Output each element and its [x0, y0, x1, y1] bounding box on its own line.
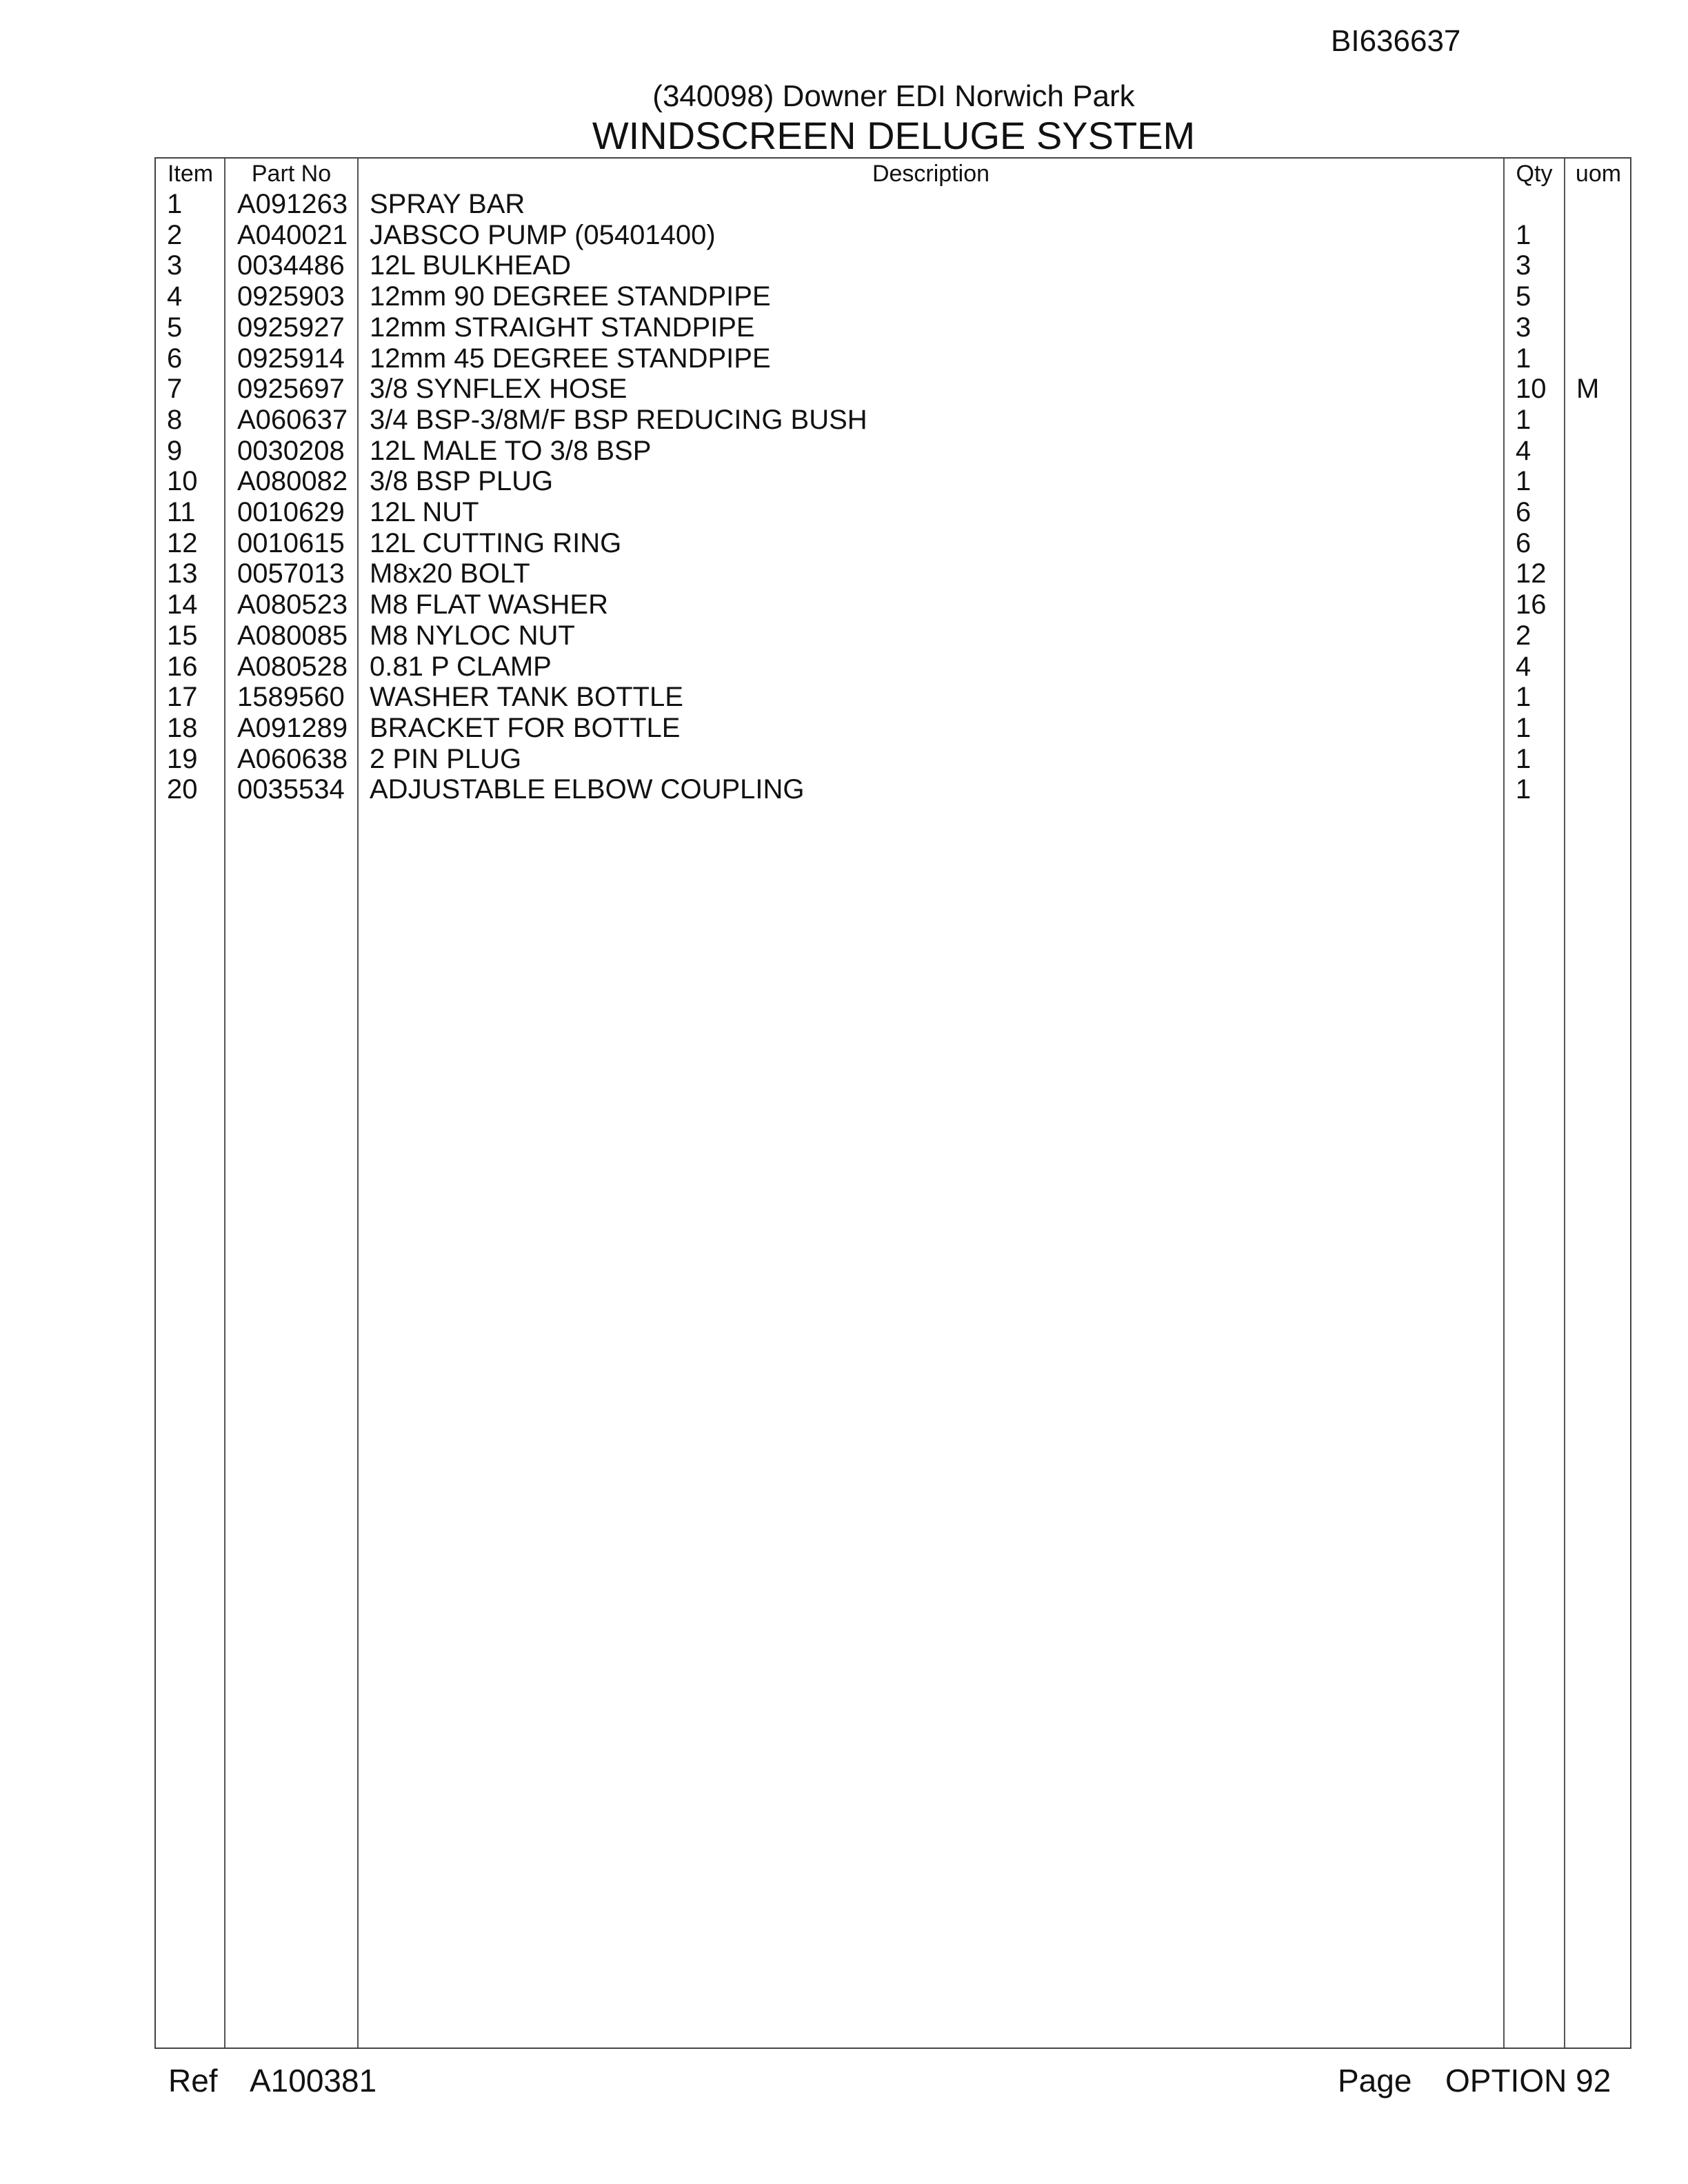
cell-part-no: 0030208: [237, 435, 345, 466]
cell-description: 12L NUT: [370, 497, 479, 527]
ref-label: Ref: [168, 2063, 218, 2099]
cell-part-no: 0035534: [237, 774, 345, 805]
cell-part-no: 0010615: [237, 527, 345, 558]
cell-description: 12L MALE TO 3/8 BSP: [370, 435, 652, 466]
cell-item: 1: [167, 189, 183, 219]
cell-part-no: A091289: [237, 712, 348, 743]
cell-description: M8x20 BOLT: [370, 558, 530, 589]
column-divider-item: [224, 159, 225, 2048]
cell-description: 3/8 BSP PLUG: [370, 466, 554, 497]
cell-item: 11: [167, 497, 196, 527]
cell-qty: 1: [1516, 219, 1531, 250]
cell-description: 2 PIN PLUG: [370, 743, 522, 774]
cell-qty: 12: [1516, 558, 1547, 589]
page-value: OPTION 92: [1445, 2063, 1611, 2099]
cell-qty: 1: [1516, 743, 1531, 774]
cell-description: BRACKET FOR BOTTLE: [370, 712, 681, 743]
cell-qty: 6: [1516, 527, 1531, 558]
cell-part-no: 1589560: [237, 682, 345, 713]
cell-qty: 1: [1516, 343, 1531, 374]
page-title: WINDSCREEN DELUGE SYSTEM: [592, 114, 1196, 157]
cell-description: 12mm STRAIGHT STANDPIPE: [370, 312, 755, 343]
cell-part-no: A080523: [237, 589, 348, 620]
cell-item: 20: [167, 774, 198, 805]
document-subtitle: (340098) Downer EDI Norwich Park: [652, 79, 1135, 113]
cell-qty: 3: [1516, 312, 1531, 343]
cell-item: 18: [167, 712, 198, 743]
cell-part-no: 0925914: [237, 343, 345, 374]
cell-qty: 1: [1516, 466, 1531, 497]
cell-uom: M: [1576, 374, 1600, 405]
cell-qty: 1: [1516, 774, 1531, 805]
cell-description: 12L BULKHEAD: [370, 250, 571, 281]
cell-item: 19: [167, 743, 198, 774]
cell-part-no: 0034486: [237, 250, 345, 281]
cell-description: 12mm 45 DEGREE STANDPIPE: [370, 343, 771, 374]
cell-qty: 6: [1516, 497, 1531, 527]
cell-item: 6: [167, 343, 183, 374]
cell-description: WASHER TANK BOTTLE: [370, 682, 683, 713]
header-part-no: Part No: [251, 161, 332, 187]
parts-table: [154, 157, 1631, 2049]
cell-description: 3/4 BSP-3/8M/F BSP REDUCING BUSH: [370, 404, 867, 435]
cell-description: SPRAY BAR: [370, 189, 525, 219]
column-divider-qty: [1564, 159, 1565, 2048]
cell-description: 12L CUTTING RING: [370, 527, 622, 558]
cell-qty: 3: [1516, 250, 1531, 281]
cell-part-no: 0925927: [237, 312, 345, 343]
header-description: Description: [872, 161, 990, 187]
cell-description: 3/8 SYNFLEX HOSE: [370, 374, 627, 405]
cell-item: 3: [167, 250, 183, 281]
cell-qty: 4: [1516, 435, 1531, 466]
cell-item: 16: [167, 651, 198, 682]
cell-item: 12: [167, 527, 198, 558]
cell-part-no: 0925903: [237, 281, 345, 312]
cell-item: 14: [167, 589, 198, 620]
cell-qty: 16: [1516, 589, 1547, 620]
cell-item: 2: [167, 219, 183, 250]
page-label: Page: [1338, 2063, 1412, 2099]
cell-description: 12mm 90 DEGREE STANDPIPE: [370, 281, 771, 312]
header-uom: uom: [1575, 161, 1622, 187]
cell-description: JABSCO PUMP (05401400): [370, 219, 716, 250]
cell-description: ADJUSTABLE ELBOW COUPLING: [370, 774, 805, 805]
cell-part-no: 0010629: [237, 497, 345, 527]
cell-qty: 1: [1516, 712, 1531, 743]
cell-item: 15: [167, 620, 198, 651]
ref-value: A100381: [250, 2063, 377, 2099]
cell-part-no: 0057013: [237, 558, 345, 589]
cell-item: 10: [167, 466, 198, 497]
cell-description: M8 FLAT WASHER: [370, 589, 608, 620]
cell-part-no: A091263: [237, 189, 348, 219]
header-qty: Qty: [1516, 161, 1553, 187]
cell-part-no: A060637: [237, 404, 348, 435]
cell-part-no: 0925697: [237, 374, 345, 405]
header-item: Item: [167, 161, 214, 187]
cell-part-no: A080085: [237, 620, 348, 651]
cell-qty: 2: [1516, 620, 1531, 651]
cell-item: 7: [167, 374, 183, 405]
cell-item: 8: [167, 404, 183, 435]
column-divider-description: [1503, 159, 1505, 2048]
cell-item: 4: [167, 281, 183, 312]
cell-description: 0.81 P CLAMP: [370, 651, 552, 682]
cell-qty: 4: [1516, 651, 1531, 682]
cell-item: 13: [167, 558, 198, 589]
cell-part-no: A080082: [237, 466, 348, 497]
cell-qty: 10: [1516, 374, 1547, 405]
cell-qty: 5: [1516, 281, 1531, 312]
document-id: BI636637: [1331, 24, 1461, 58]
cell-item: 9: [167, 435, 183, 466]
cell-qty: 1: [1516, 682, 1531, 713]
cell-item: 17: [167, 682, 198, 713]
cell-qty: 1: [1516, 404, 1531, 435]
cell-part-no: A040021: [237, 219, 348, 250]
cell-part-no: A060638: [237, 743, 348, 774]
cell-description: M8 NYLOC NUT: [370, 620, 575, 651]
column-divider-part-no: [357, 159, 359, 2048]
cell-part-no: A080528: [237, 651, 348, 682]
cell-item: 5: [167, 312, 183, 343]
